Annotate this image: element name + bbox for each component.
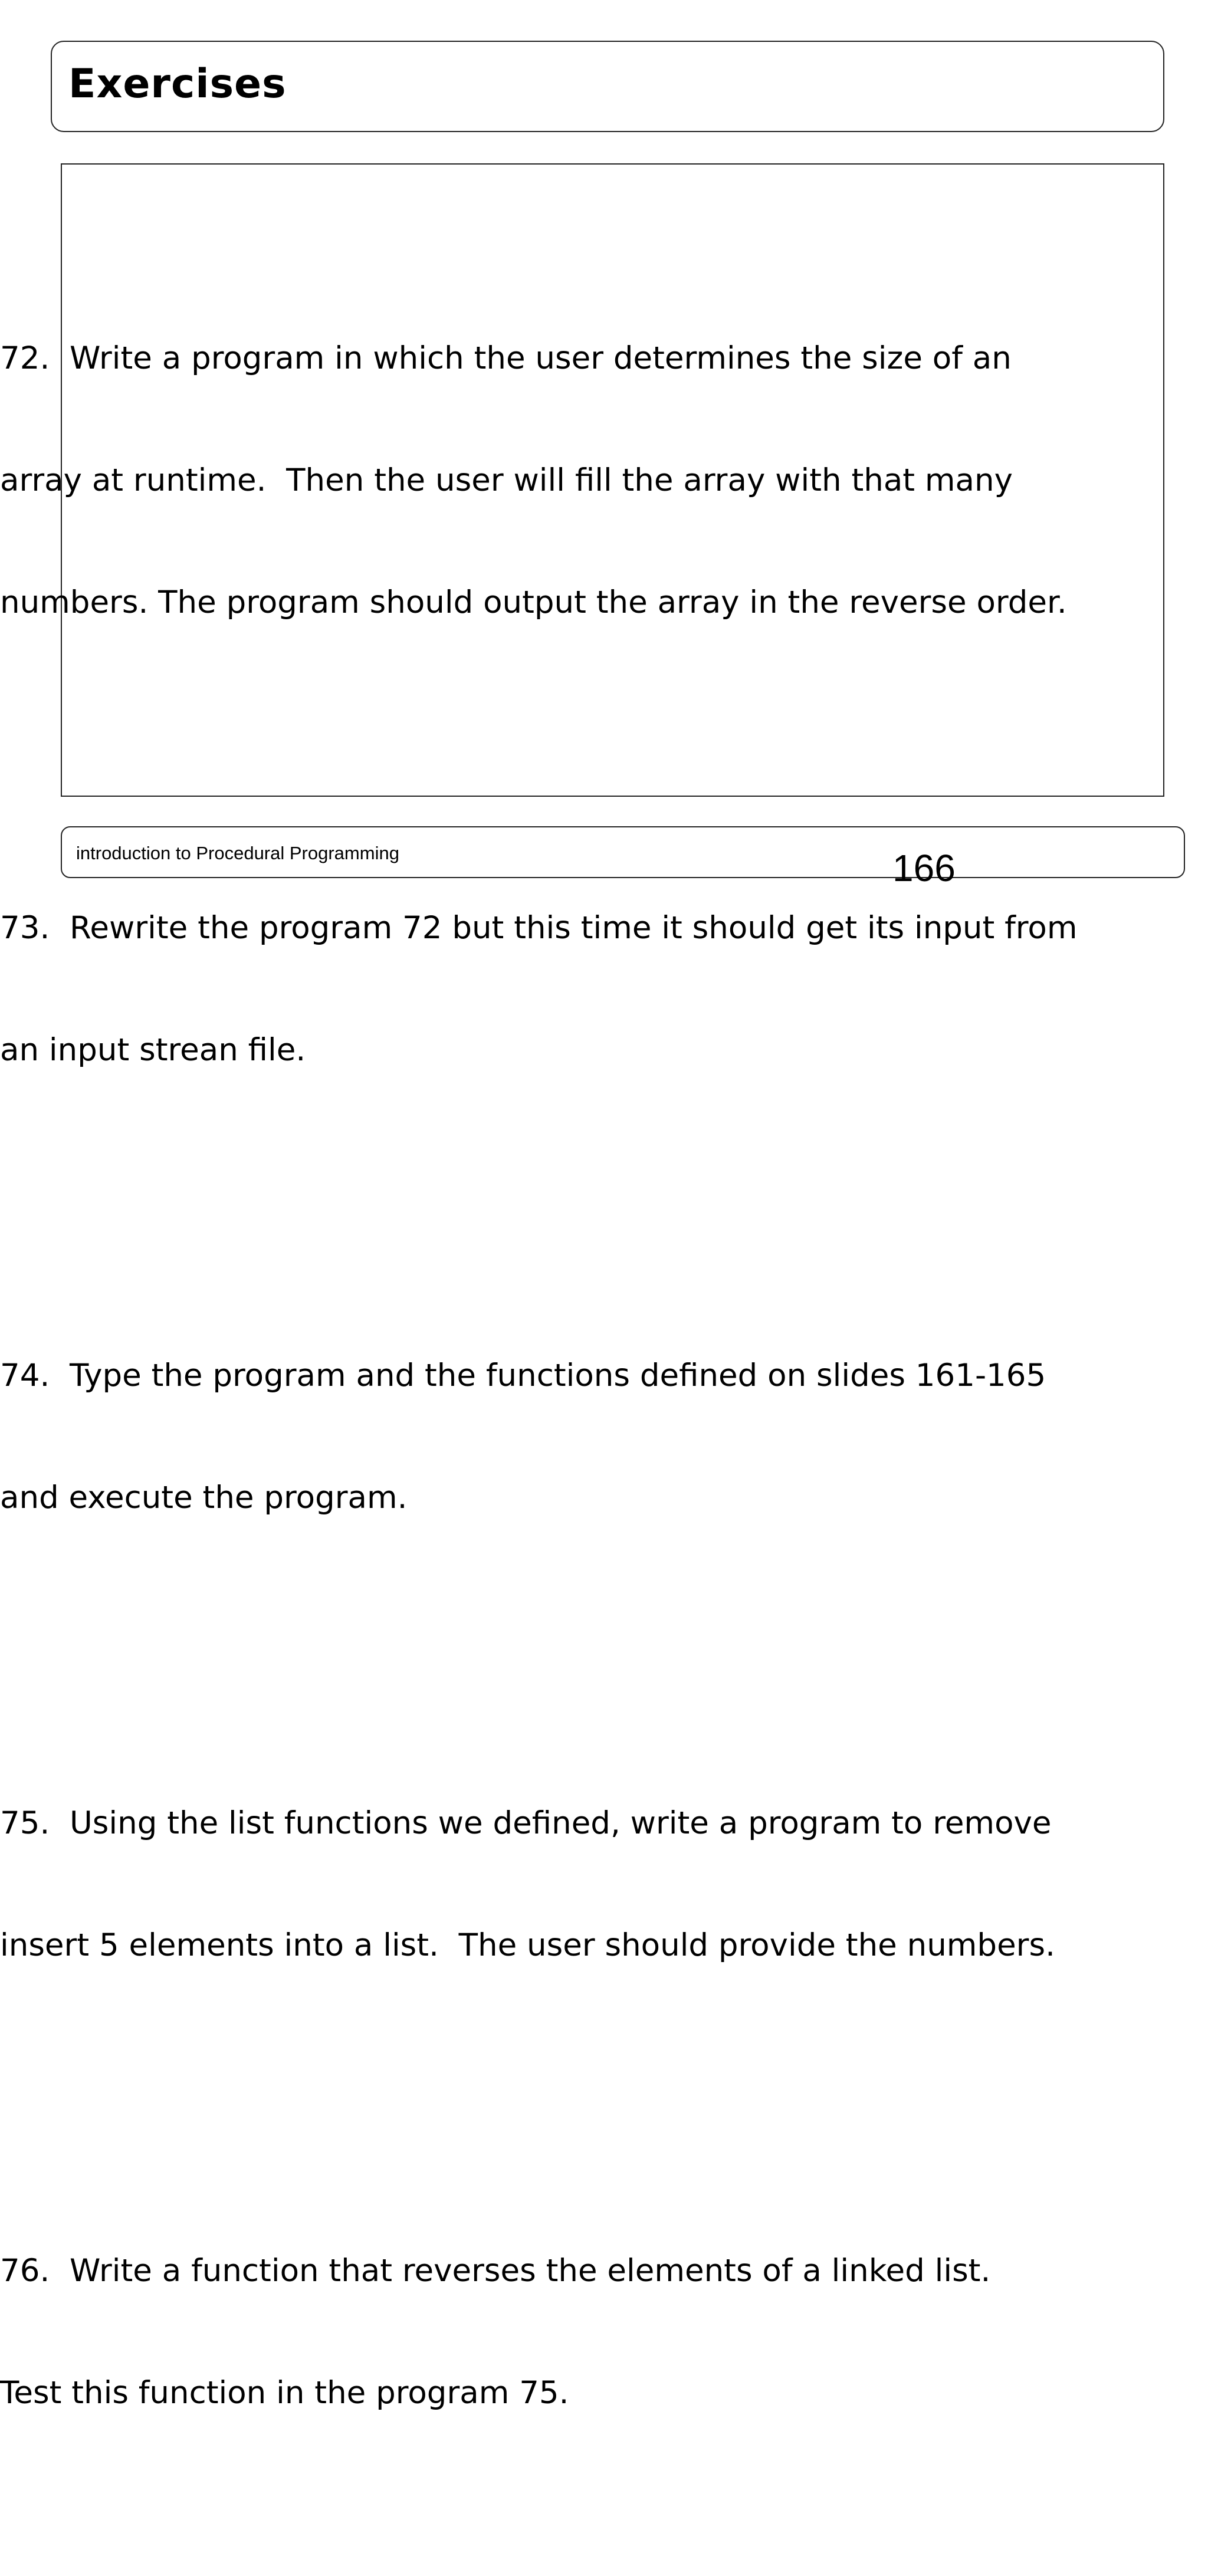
exercise-74-line-1: 74. Type the program and the functions defined on slides 161-165 bbox=[0, 1358, 1046, 1394]
exercise-73-line-2: an input strean file. bbox=[0, 1032, 306, 1068]
exercise-72-line-2: array at runtime. Then the user will fill the array with that many bbox=[0, 462, 1013, 498]
footer-box bbox=[61, 826, 1185, 878]
exercise-76-line-1: 76. Write a function that reverses the elements of a linked list. bbox=[0, 2253, 991, 2289]
exercise-76-line-2: Test this function in the program 75. bbox=[0, 2375, 569, 2411]
exercise-list bbox=[0, 175, 1168, 2576]
slide-title: Exercises bbox=[68, 61, 287, 107]
page-number: 166 bbox=[892, 847, 956, 889]
exercise-74-line-2: and execute the program. bbox=[0, 1480, 408, 1516]
footer-course-title: introduction to Procedural Programming bbox=[76, 843, 399, 863]
exercise-72-line-3: numbers. The program should output the array in the reverse order. bbox=[0, 584, 1067, 620]
title-box bbox=[51, 41, 1164, 132]
exercise-75-line-2: insert 5 elements into a list. The user should provide the numbers. bbox=[0, 1927, 1055, 1963]
exercise-75-line-1: 75. Using the list functions we defined, write a program to remove bbox=[0, 1805, 1052, 1841]
exercise-72-line-1: 72. Write a program in which the user determines the size of an bbox=[0, 340, 1012, 376]
exercise-74 bbox=[0, 1274, 1168, 1599]
exercise-72 bbox=[0, 257, 1168, 704]
exercise-73-line-1: 73. Rewrite the program 72 but this time it should get its input from bbox=[0, 910, 1078, 946]
exercise-76 bbox=[0, 2169, 1168, 2495]
exercise-75 bbox=[0, 1721, 1168, 2047]
